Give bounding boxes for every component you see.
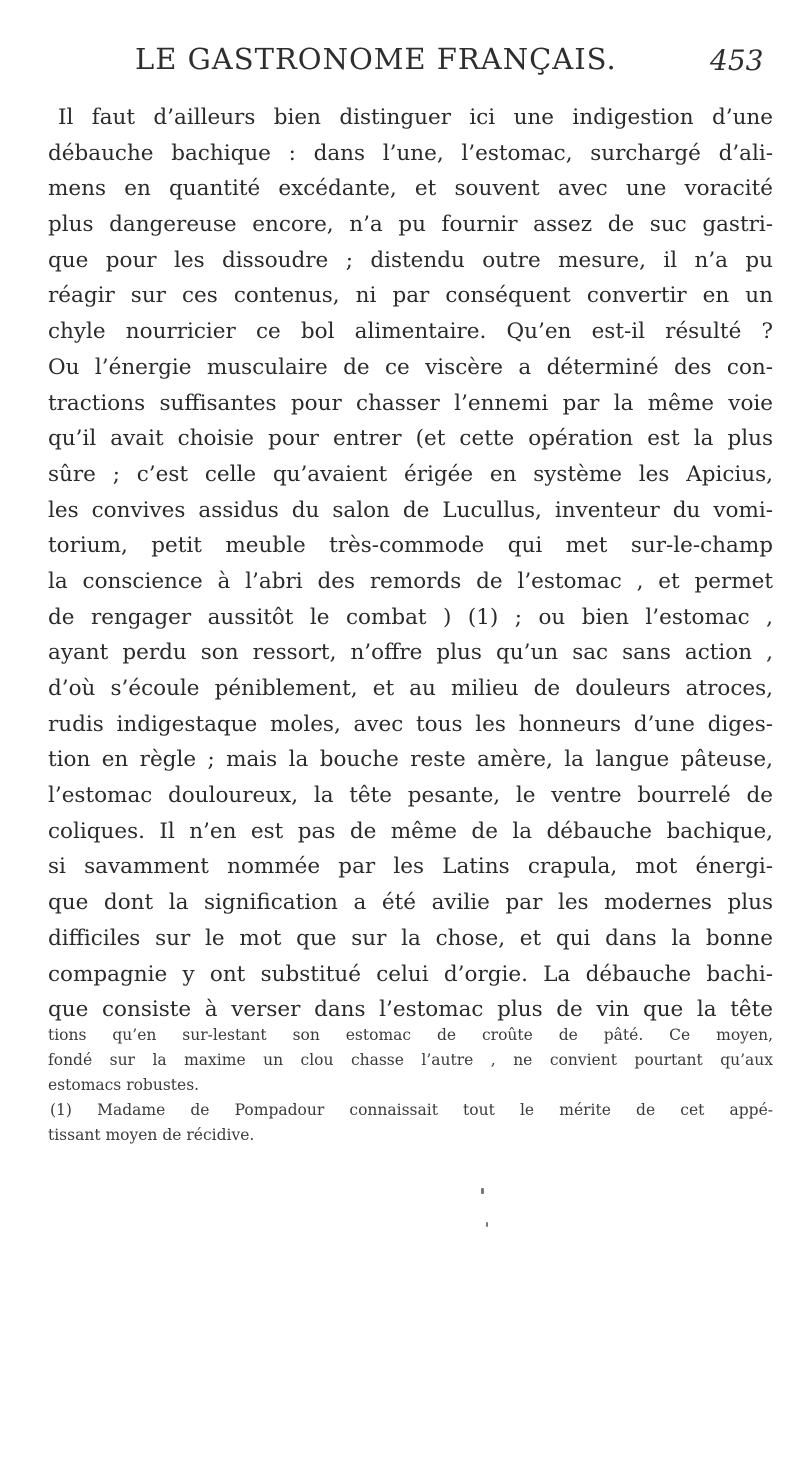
text-line: que dont la signification a été avilie par les modernes plus bbox=[48, 890, 773, 916]
text-line: l’estomac douloureux, la tête pesante, le ventre bourrelé de bbox=[48, 783, 773, 809]
text-line: tion en règle ; mais la bouche reste amère, la langue pâteuse, bbox=[48, 747, 773, 773]
text-line: coliques. Il n’en est pas de même de la débauche bachique, bbox=[48, 818, 773, 844]
text-line: compagnie y ont substitué celui d’orgie. La débauche bachi- bbox=[48, 961, 773, 987]
ink-speck bbox=[486, 1222, 488, 1227]
page-number: 453 bbox=[710, 44, 764, 77]
text-line: rudis indigestaque moles, avec tous les honneurs d’une diges- bbox=[48, 711, 773, 737]
text-line: Ou l’énergie musculaire de ce viscère a déterminé des con- bbox=[48, 354, 773, 380]
ink-speck bbox=[481, 1188, 484, 1194]
text-line: mens en quantité excédante, et souvent avec une voracité bbox=[48, 176, 773, 202]
text-line: la conscience à l’abri des remords de l’estomac , et permet bbox=[48, 568, 773, 594]
text-line: qu’il avait choisie pour entrer (et cette opération est la plus bbox=[48, 426, 773, 452]
footnote-line: fondé sur la maxime un clou chasse l’autre , ne convient pourtant qu’aux bbox=[48, 1051, 773, 1069]
text-line: torium, petit meuble très-commode qui met sur-le-champ bbox=[48, 533, 773, 559]
text-line: sûre ; c’est celle qu’avaient érigée en système les Apicius, bbox=[48, 461, 773, 487]
text-line: si savamment nommée par les Latins crapula, mot énergi- bbox=[48, 854, 773, 880]
text-line: débauche bachique : dans l’une, l’estomac, surchargé d’ali- bbox=[48, 140, 773, 166]
footnote-line: (1) Madame de Pompadour connaissait tout le mérite de cet appé- bbox=[50, 1101, 773, 1119]
text-line: tractions suffisantes pour chasser l’ennemi par la même voie bbox=[48, 390, 773, 416]
footnotes bbox=[48, 1023, 773, 1148]
text-line: les convives assidus du salon de Lucullus, inventeur du vomi- bbox=[48, 497, 773, 523]
running-head bbox=[0, 42, 800, 82]
body-text bbox=[48, 100, 773, 1028]
text-line: réagir sur ces contenus, ni par conséquent convertir en un bbox=[48, 283, 773, 309]
text-line: difficiles sur le mot que sur la chose, et qui dans la bonne bbox=[48, 925, 773, 951]
text-line: d’où s’écoule péniblement, et au milieu de douleurs atroces, bbox=[48, 676, 773, 701]
text-line: ayant perdu son ressort, n’offre plus qu’un sac sans action , bbox=[48, 640, 773, 666]
running-title: LE GASTRONOME FRANÇAIS. bbox=[135, 42, 617, 76]
text-line: chyle nourricier ce bol alimentaire. Qu’en est-il résulté ? bbox=[48, 319, 773, 345]
text-line: que consiste à verser dans l’estomac plus de vin que la tête bbox=[48, 997, 773, 1023]
footnote-line: tions qu’en sur-lestant son estomac de croûte de pâté. Ce moyen, bbox=[48, 1026, 773, 1044]
text-line: plus dangereuse encore, n’a pu fournir assez de suc gastri- bbox=[48, 212, 773, 238]
text-line: de rengager aussitôt le combat ) (1) ; ou bien l’estomac , bbox=[48, 604, 773, 630]
footnote-line: tissant moyen de récidive. bbox=[48, 1126, 255, 1144]
text-line: Il faut d’ailleurs bien distinguer ici une indigestion d’une bbox=[58, 105, 773, 130]
text-line: que pour les dissoudre ; distendu outre mesure, il n’a pu bbox=[48, 247, 773, 273]
footnote-line: estomacs robustes. bbox=[48, 1076, 200, 1094]
